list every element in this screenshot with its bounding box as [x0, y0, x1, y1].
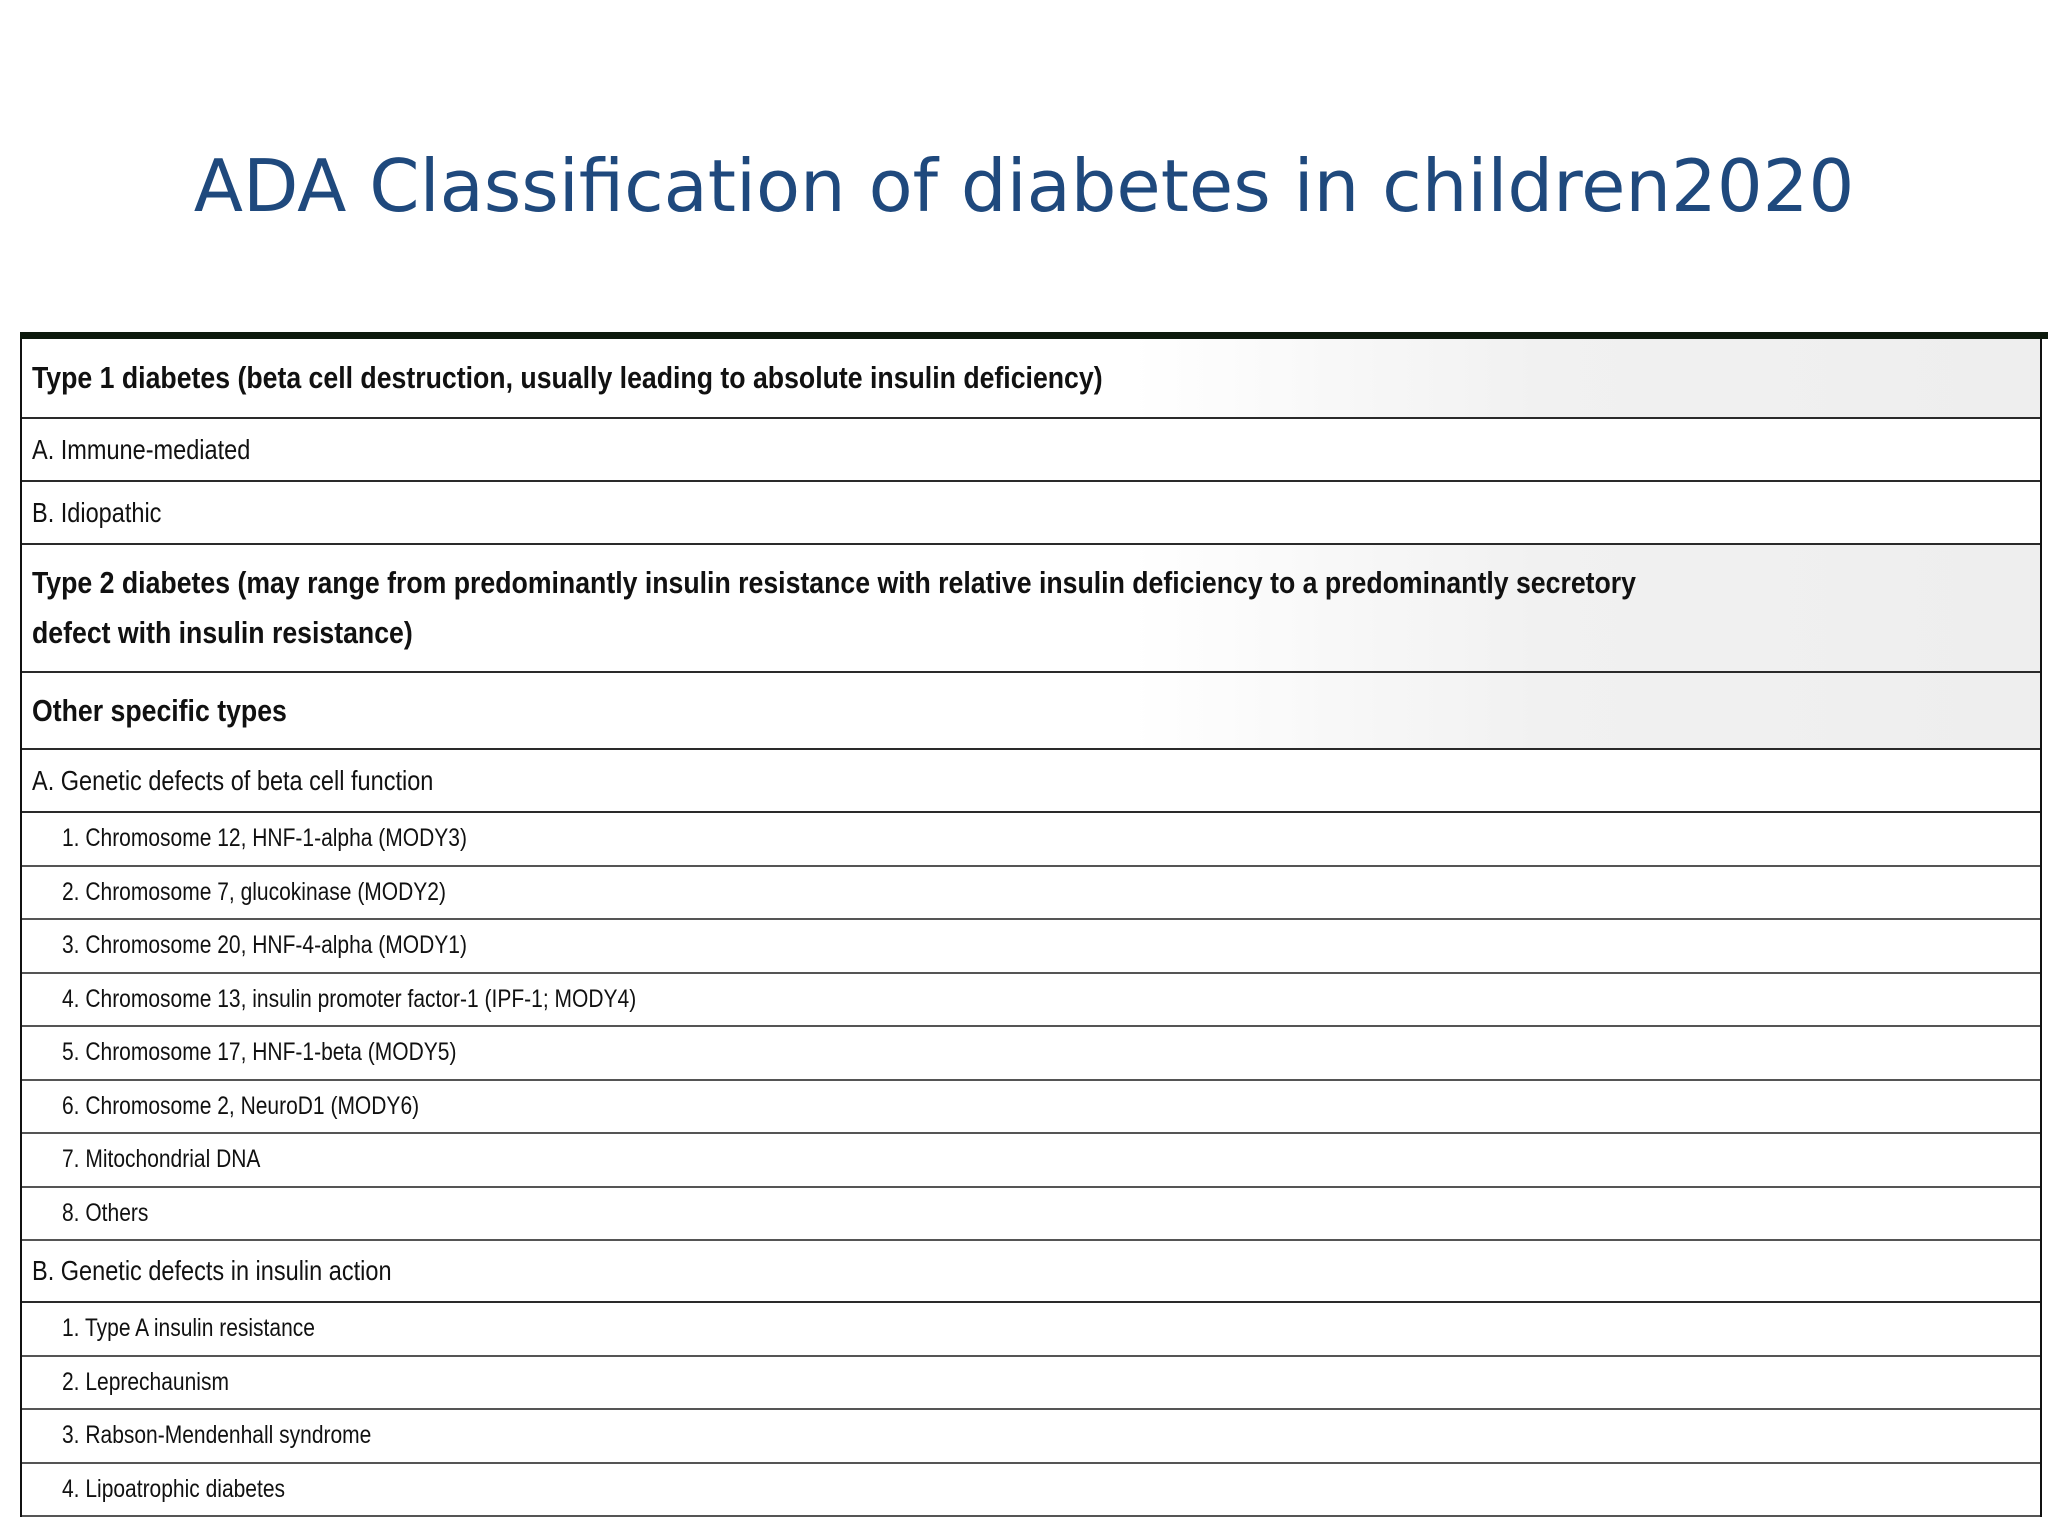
list-item: 4. Chromosome 13, insulin promoter factor-1 (IPF-1; MODY4) — [62, 984, 637, 1013]
list-item: 1. Chromosome 12, HNF-1-alpha (MODY3) — [62, 824, 467, 853]
other-types-heading-row — [22, 673, 2040, 750]
list-item: 4. Lipoatrophic diabetes — [62, 1474, 285, 1503]
table-row — [22, 1357, 2040, 1411]
list-item: 1. Type A insulin resistance — [62, 1314, 315, 1343]
classification-table — [20, 339, 2042, 1517]
section-a-label: A. Genetic defects of beta cell function — [32, 764, 434, 796]
list-item: 8. Others — [62, 1198, 149, 1227]
table-row — [22, 1410, 2040, 1464]
table-row — [22, 1081, 2040, 1135]
table-row — [22, 813, 2040, 867]
type1-idiopathic: B. Idiopathic — [32, 496, 162, 528]
table-row — [22, 867, 2040, 921]
section-b-row — [22, 1241, 2040, 1303]
other-types-heading: Other specific types — [32, 692, 287, 728]
table-row — [22, 1464, 2040, 1518]
table-row — [22, 920, 2040, 974]
list-item: 6. Chromosome 2, NeuroD1 (MODY6) — [62, 1091, 420, 1120]
table-row — [22, 482, 2040, 545]
list-item: 3. Rabson-Mendenhall syndrome — [62, 1421, 372, 1450]
list-item: 3. Chromosome 20, HNF-4-alpha (MODY1) — [62, 931, 467, 960]
table-row — [22, 974, 2040, 1028]
list-item: 7. Mitochondrial DNA — [62, 1145, 261, 1174]
type1-immune-mediated: A. Immune-mediated — [32, 433, 251, 465]
section-b-label: B. Genetic defects in insulin action — [32, 1255, 392, 1286]
table-row — [22, 1303, 2040, 1357]
table-row — [22, 1027, 2040, 1081]
list-item: 2. Chromosome 7, glucokinase (MODY2) — [62, 877, 446, 906]
section-a-row — [22, 750, 2040, 813]
table-row — [22, 1134, 2040, 1188]
type1-heading-row — [22, 339, 2040, 419]
type2-heading: Type 2 diabetes (may range from predominantly insulin resistance with relative insulin deficiency to a predominantly secretory defect with insulin resistance) — [32, 565, 1637, 650]
type2-heading-row — [22, 545, 2040, 673]
table-row — [22, 419, 2040, 482]
list-item: 2. Leprechaunism — [62, 1367, 229, 1396]
type1-heading: Type 1 diabetes (beta cell destruction, usually leading to absolute insulin deficiency) — [32, 360, 1103, 395]
slide-title: ADA Classification of diabetes in children2020 — [193, 144, 1855, 228]
list-item: 5. Chromosome 17, HNF-1-beta (MODY5) — [62, 1038, 457, 1067]
table-row — [22, 1188, 2040, 1242]
table-top-rule — [20, 332, 2048, 339]
